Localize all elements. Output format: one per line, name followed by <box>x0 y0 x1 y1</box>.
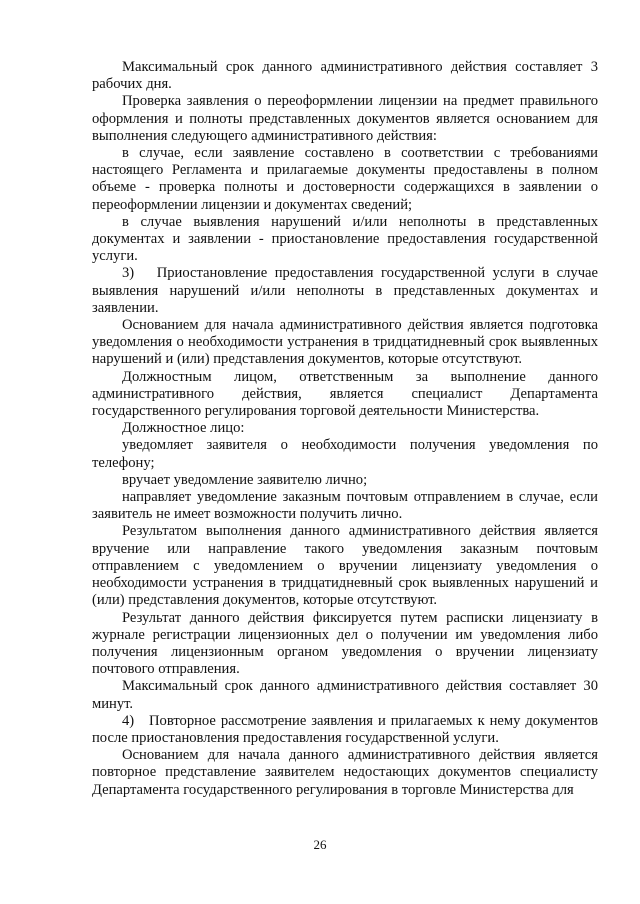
paragraph: 3) Приостановление предоставления государственной услуги в случае выявления нарушений и/или неполноты в представленных документах и заявлении. <box>92 265 598 316</box>
paragraph: в случае, если заявление составлено в соответствии с требованиями настоящего Регламента и прилагаемые документы предоставлены в полном объеме - проверка полноты и достоверности содержащихся в заявлении о переоформлении лицензии и документах сведений; <box>92 145 598 213</box>
paragraph: Проверка заявления о переоформлении лицензии на предмет правильного оформления и полноты представленных документов является основанием для выполнения следующего административного действия: <box>92 93 598 144</box>
paragraph: Максимальный срок данного административного действия составляет 30 минут. <box>92 678 598 712</box>
paragraph: Основанием для начала данного административного действия является повторное представление заявителем недостающих документов специалисту Департамента государственного регулирования в торговле Министерства для <box>92 747 598 798</box>
paragraph: Результат данного действия фиксируется путем расписки лицензиату в журнале регистрации лицензионных дел о получении им уведомления либо получения лицензионным органом уведомления о вручении лицензиату почтового отправления. <box>92 609 598 678</box>
paragraph: 4) Повторное рассмотрение заявления и прилагаемых к нему документов после приостановления предоставления государственной услуги. <box>92 712 598 746</box>
paragraph: Должностное лицо: <box>122 420 245 437</box>
paragraph: Основанием для начала административного действия является подготовка уведомления о необходимости устранения в тридцатидневный срок выявленных нарушений и (или) представления документов, которые отсутствуют. <box>92 317 598 368</box>
paragraph: в случае выявления нарушений и/или неполноты в представленных документах и заявлении - приостановление предоставления государственной услуги. <box>92 213 598 265</box>
paragraph: Результатом выполнения данного административного действия является вручение или направление такого уведомления заказным почтовым отправлением с уведомлением о вручении лицензиату уведомления о необходимости устранения в тридцатидневный срок выявленных нарушений и (или) представления документов, которые отсутствуют. <box>92 523 598 609</box>
paragraph: направляет уведомление заказным почтовым отправлением в случае, если заявитель не имеет возможности получить лично. <box>92 489 598 523</box>
paragraph: Максимальный срок данного административного действия составляет 3 рабочих дня. <box>92 59 598 93</box>
document-body <box>92 59 598 799</box>
paragraph: вручает уведомление заявителю лично; <box>122 471 368 488</box>
paragraph: уведомляет заявителя о необходимости получения уведомления по телефону; <box>92 437 598 471</box>
page-number: 26 <box>313 837 327 852</box>
paragraph: Должностным лицом, ответственным за выполнение данного административного действия, является специалист Департамента государственного регулирования торговой деятельности Министерства. <box>92 368 598 420</box>
